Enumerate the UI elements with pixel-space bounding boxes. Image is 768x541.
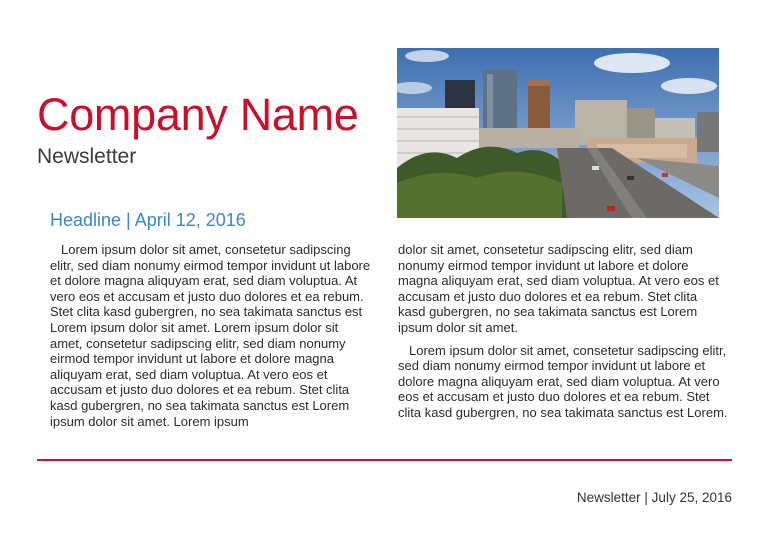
company-name: Company Name: [37, 89, 359, 140]
article-body-right-continued: dolor sit amet, consetetur sadipscing elitr, sed diam nonumy eirmod tempor invidunt ut labore et dolore magna aliquyam erat, sed diam voluptua. At vero eos et accusam et justo duo dolores et ea rebum. Stet clita kasd gubergren, no sea takimata sanctus est Lorem ipsum dolor sit amet.: [398, 242, 719, 335]
article-column-right: [398, 242, 728, 421]
city-skyline-photo: [397, 48, 719, 218]
footer-text: Newsletter | July 25, 2016: [576, 490, 732, 505]
newsletter-subtitle: Newsletter: [37, 145, 137, 168]
footer-divider: [37, 459, 732, 461]
article-headline: Headline | April 12, 2016: [50, 210, 246, 230]
article-column-left: [50, 242, 372, 429]
article-body-left: Lorem ipsum dolor sit amet, consetetur sadipscing elitr, sed diam nonumy eirmod tempor invidunt ut labore et dolore magna aliquyam erat, sed diam voluptua. At vero eos et accusam et justo duo dolores et ea rebum. Stet clita kasd gubergren, no sea takimata sanctus est Lorem ipsum dolor sit amet. Lorem ipsum dolor sit amet, consetetur sadipscing elitr, sed diam nonumy eirmod tempor invidunt ut labore et dolore magna aliquyam erat, sed diam voluptua. At vero eos et accusam et justo duo dolores et ea rebum. Stet clita kasd gubergren, no sea takimata sanctus est Lorem ipsum dolor sit amet. Lorem ipsum: [50, 242, 371, 429]
article-body-right-paragraph: Lorem ipsum dolor sit amet, consetetur sadipscing elitr, sed diam nonumy eirmod tempor invidunt ut labore et dolore magna aliquyam erat, sed diam voluptua. At vero eos et accusam et justo duo dolores et ea rebum. Stet clita kasd gubergren, no sea takimata sanctus est Lorem.: [398, 342, 728, 420]
